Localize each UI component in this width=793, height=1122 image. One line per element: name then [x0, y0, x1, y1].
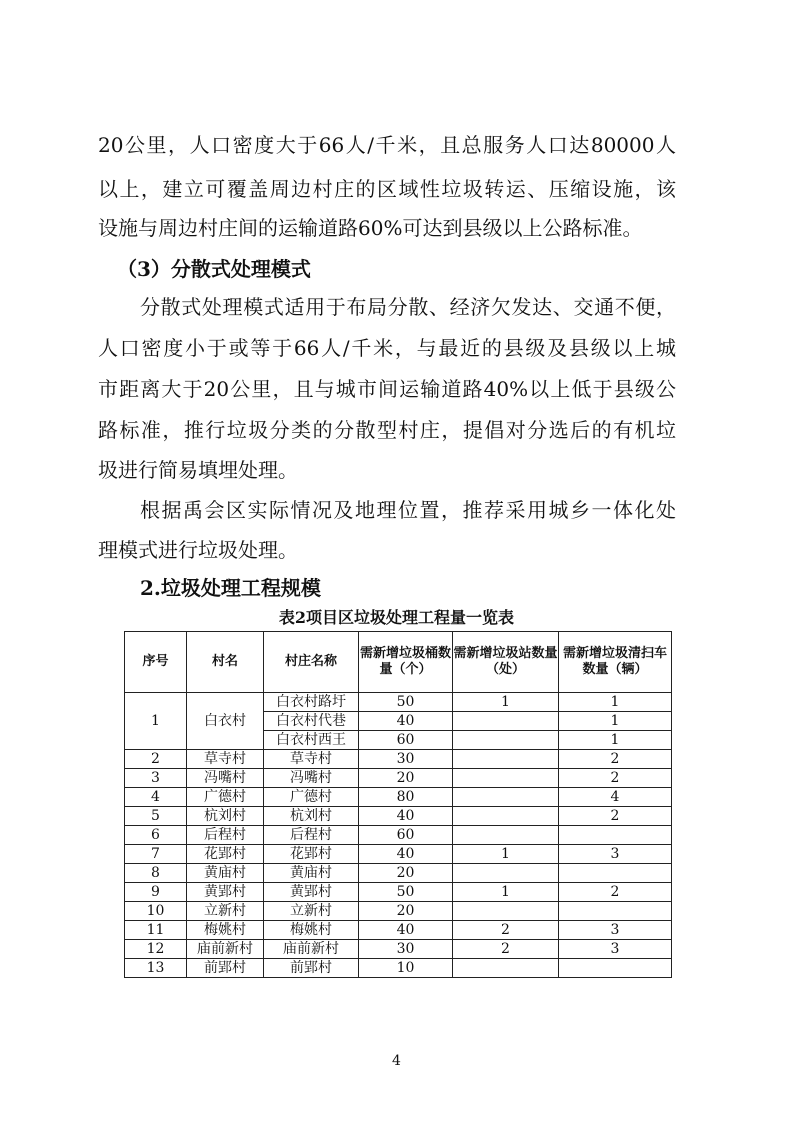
table-cell: 广德村 — [264, 788, 359, 807]
table-cell: 20 — [359, 769, 453, 788]
table-cell: 3 — [559, 940, 672, 959]
table-cell — [453, 902, 559, 921]
table-cell: 1 — [453, 883, 559, 902]
table-cell: 冯嘴村 — [187, 769, 264, 788]
table-cell: 7 — [125, 845, 187, 864]
table-cell: 2 — [559, 807, 672, 826]
table-cell — [453, 750, 559, 769]
table-cell: 20 — [359, 902, 453, 921]
table-cell: 2 — [453, 921, 559, 940]
table-cell: 3 — [559, 845, 672, 864]
table-cell: 冯嘴村 — [264, 769, 359, 788]
table-cell: 1 — [559, 693, 672, 712]
table-cell — [453, 788, 559, 807]
table-cell: 4 — [125, 788, 187, 807]
table-cell: 4 — [559, 788, 672, 807]
table-cell: 黄郢村 — [264, 883, 359, 902]
table-cell: 40 — [359, 845, 453, 864]
table-cell — [559, 826, 672, 845]
table-cell: 黄庙村 — [187, 864, 264, 883]
header-stations: 需新增垃圾站数量（处） — [453, 632, 559, 693]
paragraph-line: 根据禹会区实际情况及地理位置，推荐采用城乡一体化处 — [140, 498, 676, 522]
table-row — [125, 902, 672, 921]
table-cell: 白衣村 — [187, 693, 264, 750]
table-cell: 20 — [359, 864, 453, 883]
header-index: 序号 — [125, 632, 187, 693]
table-cell: 11 — [125, 921, 187, 940]
quantity-table — [124, 631, 672, 978]
table-cell: 80 — [359, 788, 453, 807]
table-cell: 40 — [359, 807, 453, 826]
table-cell — [559, 864, 672, 883]
table-cell: 杭刘村 — [187, 807, 264, 826]
paragraph-line: 市距离大于20公里，且与城市间运输道路40%以上低于县级公 — [98, 377, 676, 401]
table-cell: 60 — [359, 826, 453, 845]
table-cell: 8 — [125, 864, 187, 883]
table-cell: 前郢村 — [264, 959, 359, 978]
paragraph-line: 以上，建立可覆盖周边村庄的区域性垃圾转运、压缩设施，该 — [98, 177, 676, 201]
table-cell — [453, 959, 559, 978]
table-row — [125, 807, 672, 826]
table-cell: 草寺村 — [264, 750, 359, 769]
table-cell: 13 — [125, 959, 187, 978]
table-cell: 3 — [125, 769, 187, 788]
table-cell: 庙前新村 — [264, 940, 359, 959]
table-cell: 白衣村西王 — [264, 731, 359, 750]
table-cell: 3 — [559, 921, 672, 940]
table-cell: 2 — [559, 750, 672, 769]
table-cell: 60 — [359, 731, 453, 750]
table-cell: 5 — [125, 807, 187, 826]
table-cell: 1 — [559, 712, 672, 731]
table-cell — [453, 864, 559, 883]
table-caption: 表2项目区垃圾处理工程量一览表 — [278, 608, 515, 627]
table-cell — [453, 807, 559, 826]
table-header-row — [125, 632, 672, 693]
table-row — [125, 769, 672, 788]
table-row — [125, 693, 672, 712]
table-cell — [453, 769, 559, 788]
table-cell: 9 — [125, 883, 187, 902]
table-cell: 40 — [359, 921, 453, 940]
table-cell: 立新村 — [264, 902, 359, 921]
table-row — [125, 788, 672, 807]
table-cell: 6 — [125, 826, 187, 845]
header-hamlet: 村庄名称 — [264, 632, 359, 693]
table-cell: 30 — [359, 940, 453, 959]
table-cell: 2 — [559, 883, 672, 902]
table-cell: 后程村 — [187, 826, 264, 845]
table-cell: 后程村 — [264, 826, 359, 845]
table-cell — [559, 902, 672, 921]
table-cell: 2 — [125, 750, 187, 769]
table-row — [125, 883, 672, 902]
table-row — [125, 750, 672, 769]
table-cell: 1 — [125, 693, 187, 750]
table-cell: 庙前新村 — [187, 940, 264, 959]
table-cell: 黄郢村 — [187, 883, 264, 902]
table-cell: 白衣村代巷 — [264, 712, 359, 731]
table-cell: 1 — [453, 693, 559, 712]
header-sweepers: 需新增垃圾清扫车数量（辆） — [559, 632, 672, 693]
table-cell: 1 — [453, 845, 559, 864]
table-cell: 花郢村 — [187, 845, 264, 864]
table-cell: 50 — [359, 693, 453, 712]
table-cell — [453, 731, 559, 750]
table-row — [125, 864, 672, 883]
table-cell: 40 — [359, 712, 453, 731]
table-row — [125, 826, 672, 845]
table-cell: 杭刘村 — [264, 807, 359, 826]
paragraph-line: 圾进行简易填埋处理。 — [98, 458, 298, 482]
paragraph-line: 路标准，推行垃圾分类的分散型村庄，提倡对分选后的有机垃 — [98, 418, 676, 442]
table-cell: 10 — [359, 959, 453, 978]
table-cell: 白衣村路圩 — [264, 693, 359, 712]
table-cell: 前郢村 — [187, 959, 264, 978]
table-cell — [453, 826, 559, 845]
section-heading: 2.垃圾处理工程规模 — [140, 576, 321, 600]
table-cell: 1 — [559, 731, 672, 750]
header-village: 村名 — [187, 632, 264, 693]
table-cell: 12 — [125, 940, 187, 959]
table-cell — [559, 959, 672, 978]
table-cell — [453, 712, 559, 731]
table-cell: 2 — [453, 940, 559, 959]
table-cell: 50 — [359, 883, 453, 902]
table-cell: 广德村 — [187, 788, 264, 807]
table-cell: 2 — [559, 769, 672, 788]
paragraph-line: 设施与周边村庄间的运输道路60%可达到县级以上公路标准。 — [98, 216, 643, 240]
table-row — [125, 940, 672, 959]
table-cell: 梅姚村 — [264, 921, 359, 940]
table-row — [125, 959, 672, 978]
table-row — [125, 921, 672, 940]
table-cell: 10 — [125, 902, 187, 921]
table-cell: 黄庙村 — [264, 864, 359, 883]
table-cell: 梅姚村 — [187, 921, 264, 940]
subsection-heading: （3）分散式处理模式 — [117, 257, 311, 281]
paragraph-line: 20公里，人口密度大于66人/千米，且总服务人口达80000人 — [98, 133, 676, 157]
paragraph-line: 分散式处理模式适用于布局分散、经济欠发达、交通不便， — [140, 295, 676, 319]
paragraph-line: 理模式进行垃圾处理。 — [98, 538, 298, 562]
table-cell: 草寺村 — [187, 750, 264, 769]
paragraph-line: 人口密度小于或等于66人/千米，与最近的县级及县级以上城 — [98, 336, 676, 360]
table-cell: 立新村 — [187, 902, 264, 921]
header-bins: 需新增垃圾桶数量（个） — [359, 632, 453, 693]
table-row — [125, 845, 672, 864]
table-cell: 花郢村 — [264, 845, 359, 864]
table-cell: 30 — [359, 750, 453, 769]
page-number: 4 — [392, 1053, 401, 1069]
